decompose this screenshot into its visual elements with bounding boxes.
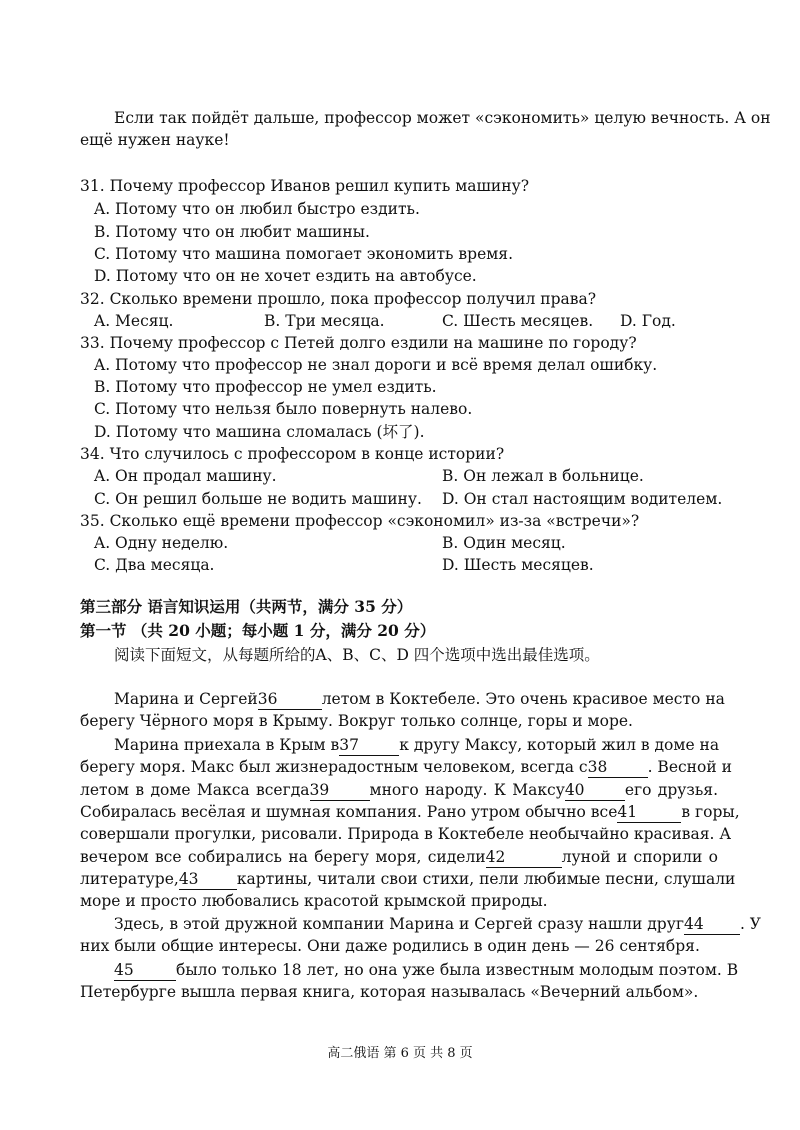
question-31-option-b: B. Потому что он любит машины. [94, 223, 370, 241]
blank-45: 45 [114, 960, 176, 981]
blank-38: 38 [588, 757, 648, 778]
question-34-option-d: D. Он стал настоящим водителем. [442, 490, 723, 508]
question-31-option-a: A. Потому что он любил быстро ездить. [94, 200, 420, 218]
question-33-option-d: D. Потому что машина сломалась (坏了). [94, 423, 425, 441]
question-31-option-c: C. Потому что машина помогает экономить время. [94, 245, 513, 263]
question-32-option-b: B. Три месяца. [264, 312, 385, 330]
question-34-stem: 34. Что случилось с профессором в конце истории? [80, 445, 505, 463]
question-35-option-c: C. Два месяца. [94, 556, 215, 574]
blank-42: 42 [486, 847, 562, 868]
question-34-option-c: C. Он решил больше не водить машину. [94, 490, 422, 508]
passage-line [80, 757, 732, 778]
passage-text: луной и спорили о [561, 848, 718, 866]
question-34-option-a: A. Он продал машину. [94, 467, 277, 485]
question-32-stem: 32. Сколько времени прошло, пока профессор получил права? [80, 290, 597, 308]
passage-line [114, 735, 718, 756]
question-34-option-b: B. Он лежал в больнице. [442, 467, 644, 485]
passage-line [80, 780, 718, 801]
passage-text: . Весной и [647, 758, 732, 776]
passage-line [114, 914, 762, 935]
passage-text: в горы, [681, 803, 740, 821]
question-32-option-c: C. Шесть месяцев. [442, 312, 594, 330]
passage-text: было только 18 лет, но она уже была известным молодым поэтом. В [176, 961, 739, 979]
question-31-option-d: D. Потому что он не хочет ездить на автобусе. [94, 267, 477, 285]
question-31-stem: 31. Почему профессор Иванов решил купить машину? [80, 177, 530, 195]
passage-text: летом в доме Макса всегда [80, 781, 310, 799]
question-33-option-a: A. Потому что профессор не знал дороги и всё время делал ошибку. [94, 356, 658, 374]
section-3-instruction: 阅读下面短文，从每题所给的A、B、C、D 四个选项中选出最佳选项。 [114, 646, 600, 664]
passage-line: них были общие интересы. Они даже родились в один день — 26 сентября. [80, 937, 700, 955]
blank-37: 37 [339, 735, 399, 756]
passage-line: берегу Чёрного моря в Крыму. Вокруг только солнце, горы и море. [80, 712, 633, 730]
passage-text: берегу моря. Макс был жизнерадостным человеком, всегда с [80, 758, 588, 776]
question-33-stem: 33. Почему профессор с Петей долго ездили на машине по городу? [80, 334, 637, 352]
passage-text: Марина приехала в Крым в [114, 736, 340, 754]
passage-line [114, 689, 725, 710]
section-3-title: 第三部分 语言知识运用（共两节，满分 35 分） [80, 597, 413, 616]
blank-40: 40 [565, 780, 625, 801]
passage-text: Здесь, в этой дружной компании Марина и Сергей сразу нашли друг [114, 915, 684, 933]
passage-line [114, 960, 739, 981]
blank-39: 39 [310, 780, 370, 801]
question-35-option-d: D. Шесть месяцев. [442, 556, 594, 574]
passage-line: море и просто любовались красотой крымской природы. [80, 892, 548, 910]
passage-text: его друзья. [624, 781, 718, 799]
passage-text: картины, читали свои стихи, пели любимые песни, слушали [236, 870, 736, 888]
blank-41: 41 [617, 802, 681, 823]
passage-line: Петербурге вышла первая книга, которая называлась «Вечерний альбом». [80, 983, 699, 1001]
passage-line [80, 802, 740, 823]
question-33-option-c: C. Потому что нельзя было повернуть налево. [94, 400, 473, 418]
blank-36: 36 [258, 689, 322, 710]
passage-text: Собиралась весёлая и шумная компания. Рано утром обычно все [80, 803, 618, 821]
blank-43: 43 [179, 869, 237, 890]
intro-line-1: Если так пойдёт дальше, профессор может «сэкономить» целую вечность. А он [114, 109, 771, 127]
passage-text: литературе, [80, 870, 179, 888]
passage-text: Марина и Сергей [114, 690, 258, 708]
blank-44: 44 [684, 914, 740, 935]
passage-line: совершали прогулки, рисовали. Природа в Коктебеле необычайно красивая. А [80, 825, 732, 843]
passage-text: вечером все собирались на берегу моря, сидели [80, 848, 486, 866]
question-32-option-a: A. Месяц. [94, 312, 174, 330]
passage-line [80, 847, 718, 868]
passage-line [80, 869, 736, 890]
section-3-subtitle: 第一节 （共 20 小题；每小题 1 分，满分 20 分） [80, 621, 436, 640]
question-33-option-b: B. Потому что профессор не умел ездить. [94, 378, 437, 396]
passage-text: летом в Коктебеле. Это очень красивое место на [321, 690, 725, 708]
passage-text: . У [739, 915, 762, 933]
page-footer: 高二俄语 第 6 页 共 8 页 [327, 1046, 473, 1061]
question-35-option-b: B. Один месяц. [442, 534, 566, 552]
passage-text: к другу Максу, который жил в доме на [399, 736, 720, 754]
question-35-option-a: A. Одну неделю. [94, 534, 229, 552]
intro-line-2: ещё нужен науке! [80, 131, 230, 149]
question-35-stem: 35. Сколько ещё времени профессор «сэкономил» из-за «встречи»? [80, 512, 640, 530]
passage-text: много народу. К Максу [369, 781, 565, 799]
question-32-option-d: D. Год. [620, 312, 676, 330]
